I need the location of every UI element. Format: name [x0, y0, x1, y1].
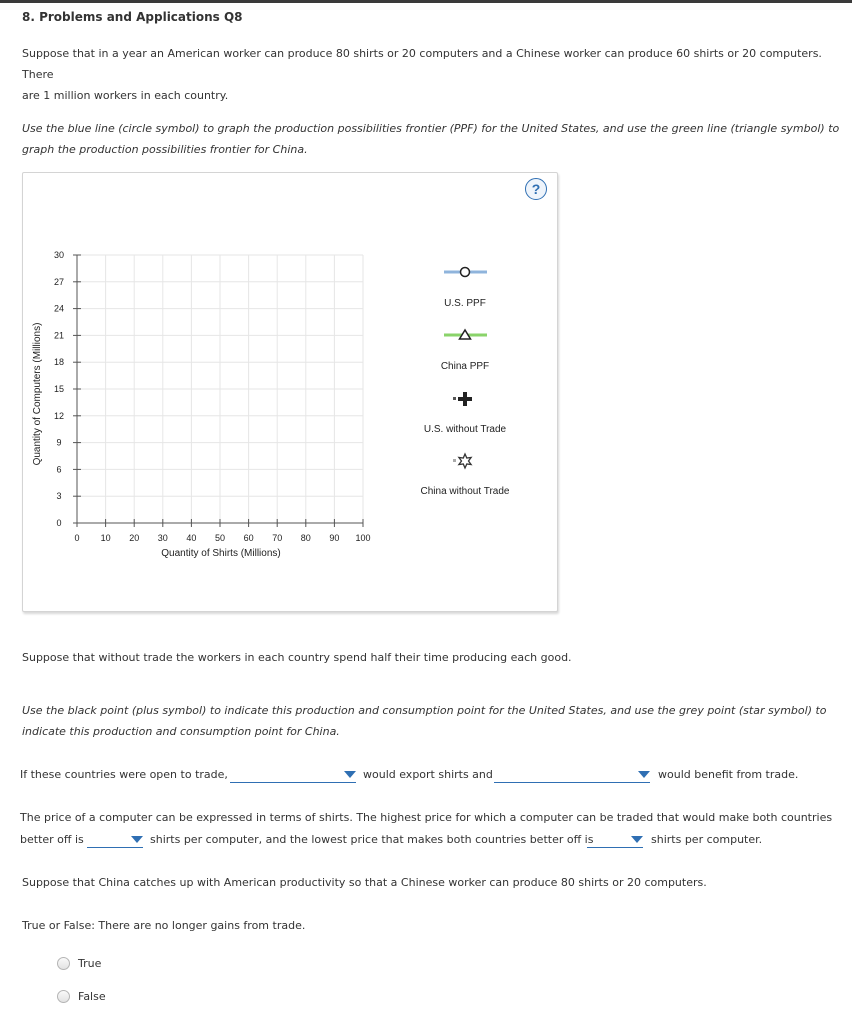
x-tick-label: 0 [74, 533, 80, 543]
lowest-price-dropdown[interactable] [587, 833, 643, 848]
x-tick-label: 60 [243, 533, 254, 543]
trade-mid: would export shirts and [363, 768, 493, 781]
chevron-down-icon [344, 771, 356, 778]
true-label[interactable]: True [78, 957, 102, 970]
legend-label[interactable]: U.S. PPF [444, 298, 486, 309]
x-tick-label: 40 [186, 533, 197, 543]
exporter-dropdown[interactable] [230, 768, 356, 783]
y-tick-label: 9 [56, 437, 62, 448]
trade-prefix: If these countries were open to trade, [20, 768, 228, 781]
chevron-down-icon [638, 771, 650, 778]
y-tick-label: 18 [53, 357, 65, 368]
x-tick-label: 20 [129, 533, 140, 543]
legend-label[interactable]: China PPF [440, 361, 490, 372]
y-tick-label: 6 [56, 464, 62, 475]
question-title: 8. Problems and Applications Q8 [22, 10, 243, 24]
graph-instructions: Use the blue line (circle symbol) to graph the production possibilities frontier (PPF) for the United States, and use the green line (triangle symbol) to graph the production possibilities frontier for China. [22, 122, 840, 156]
trade-suffix: would benefit from trade. [658, 768, 799, 781]
y-tick-label: 27 [53, 276, 65, 287]
price-text-c: shirts per computer. [651, 833, 763, 846]
x-tick-label: 90 [329, 533, 340, 543]
price-text-a: better off is [20, 833, 84, 846]
plus-icon [458, 397, 472, 401]
legend-us-dot [453, 397, 456, 400]
y-tick-label: 12 [53, 410, 65, 421]
true-false-prompt: True or False: There are no longer gains from trade. [22, 919, 306, 932]
help-button[interactable]: ? [525, 178, 547, 200]
false-radio[interactable] [57, 990, 70, 1003]
price-text-b: shirts per computer, and the lowest price that makes both countries better off is [150, 833, 594, 846]
y-tick-label: 21 [53, 330, 65, 341]
chevron-down-icon [631, 836, 643, 843]
x-axis-label: Quantity of Shirts (Millions) [161, 548, 281, 559]
catchup-text: Suppose that China catches up with American productivity so that a Chinese worker can produce 80 shirts or 20 computers. [22, 876, 707, 889]
y-tick-label: 15 [53, 384, 65, 394]
point-instructions: Use the black point (plus symbol) to indicate this production and consumption point for the United States, and use the grey point (star symbol) to indicate this production and consumption point for China. [22, 704, 827, 738]
x-tick-label: 70 [272, 533, 283, 543]
x-tick-label: 80 [300, 533, 311, 543]
chevron-down-icon [131, 836, 143, 843]
y-axis-label: Quantity of Computers (Millions) [32, 322, 43, 466]
y-tick-label: 24 [53, 303, 65, 314]
y-tick-label: 0 [56, 518, 62, 528]
y-tick-label: 3 [56, 491, 62, 502]
beneficiary-dropdown[interactable] [494, 768, 650, 783]
half-time-text: Suppose that without trade the workers in each country spend half their time producing each good. [22, 651, 572, 664]
x-tick-label: 50 [214, 533, 226, 543]
x-tick-label: 30 [157, 533, 168, 543]
star-icon [459, 454, 471, 468]
legend-china-dot [453, 459, 456, 462]
circle-icon [461, 268, 470, 277]
x-tick-label: 10 [100, 533, 111, 543]
false-label[interactable]: False [78, 990, 106, 1003]
highest-price-dropdown[interactable] [87, 833, 143, 848]
x-tick-label: 100 [355, 533, 371, 543]
true-radio[interactable] [57, 957, 70, 970]
y-tick-label: 30 [53, 250, 65, 260]
legend-label[interactable]: U.S. without Trade [423, 424, 507, 435]
intro-text: Suppose that in a year an American worker can produce 80 shirts or 20 computers and a Chinese worker can produce 60 shirts or 20 computers. There are 1 million workers in each country. [22, 47, 822, 102]
legend-label[interactable]: China without Trade [420, 486, 510, 497]
price-text-line1: The price of a computer can be expressed in terms of shirts. The highest price for which a computer can be traded that would make both countries [20, 811, 833, 824]
